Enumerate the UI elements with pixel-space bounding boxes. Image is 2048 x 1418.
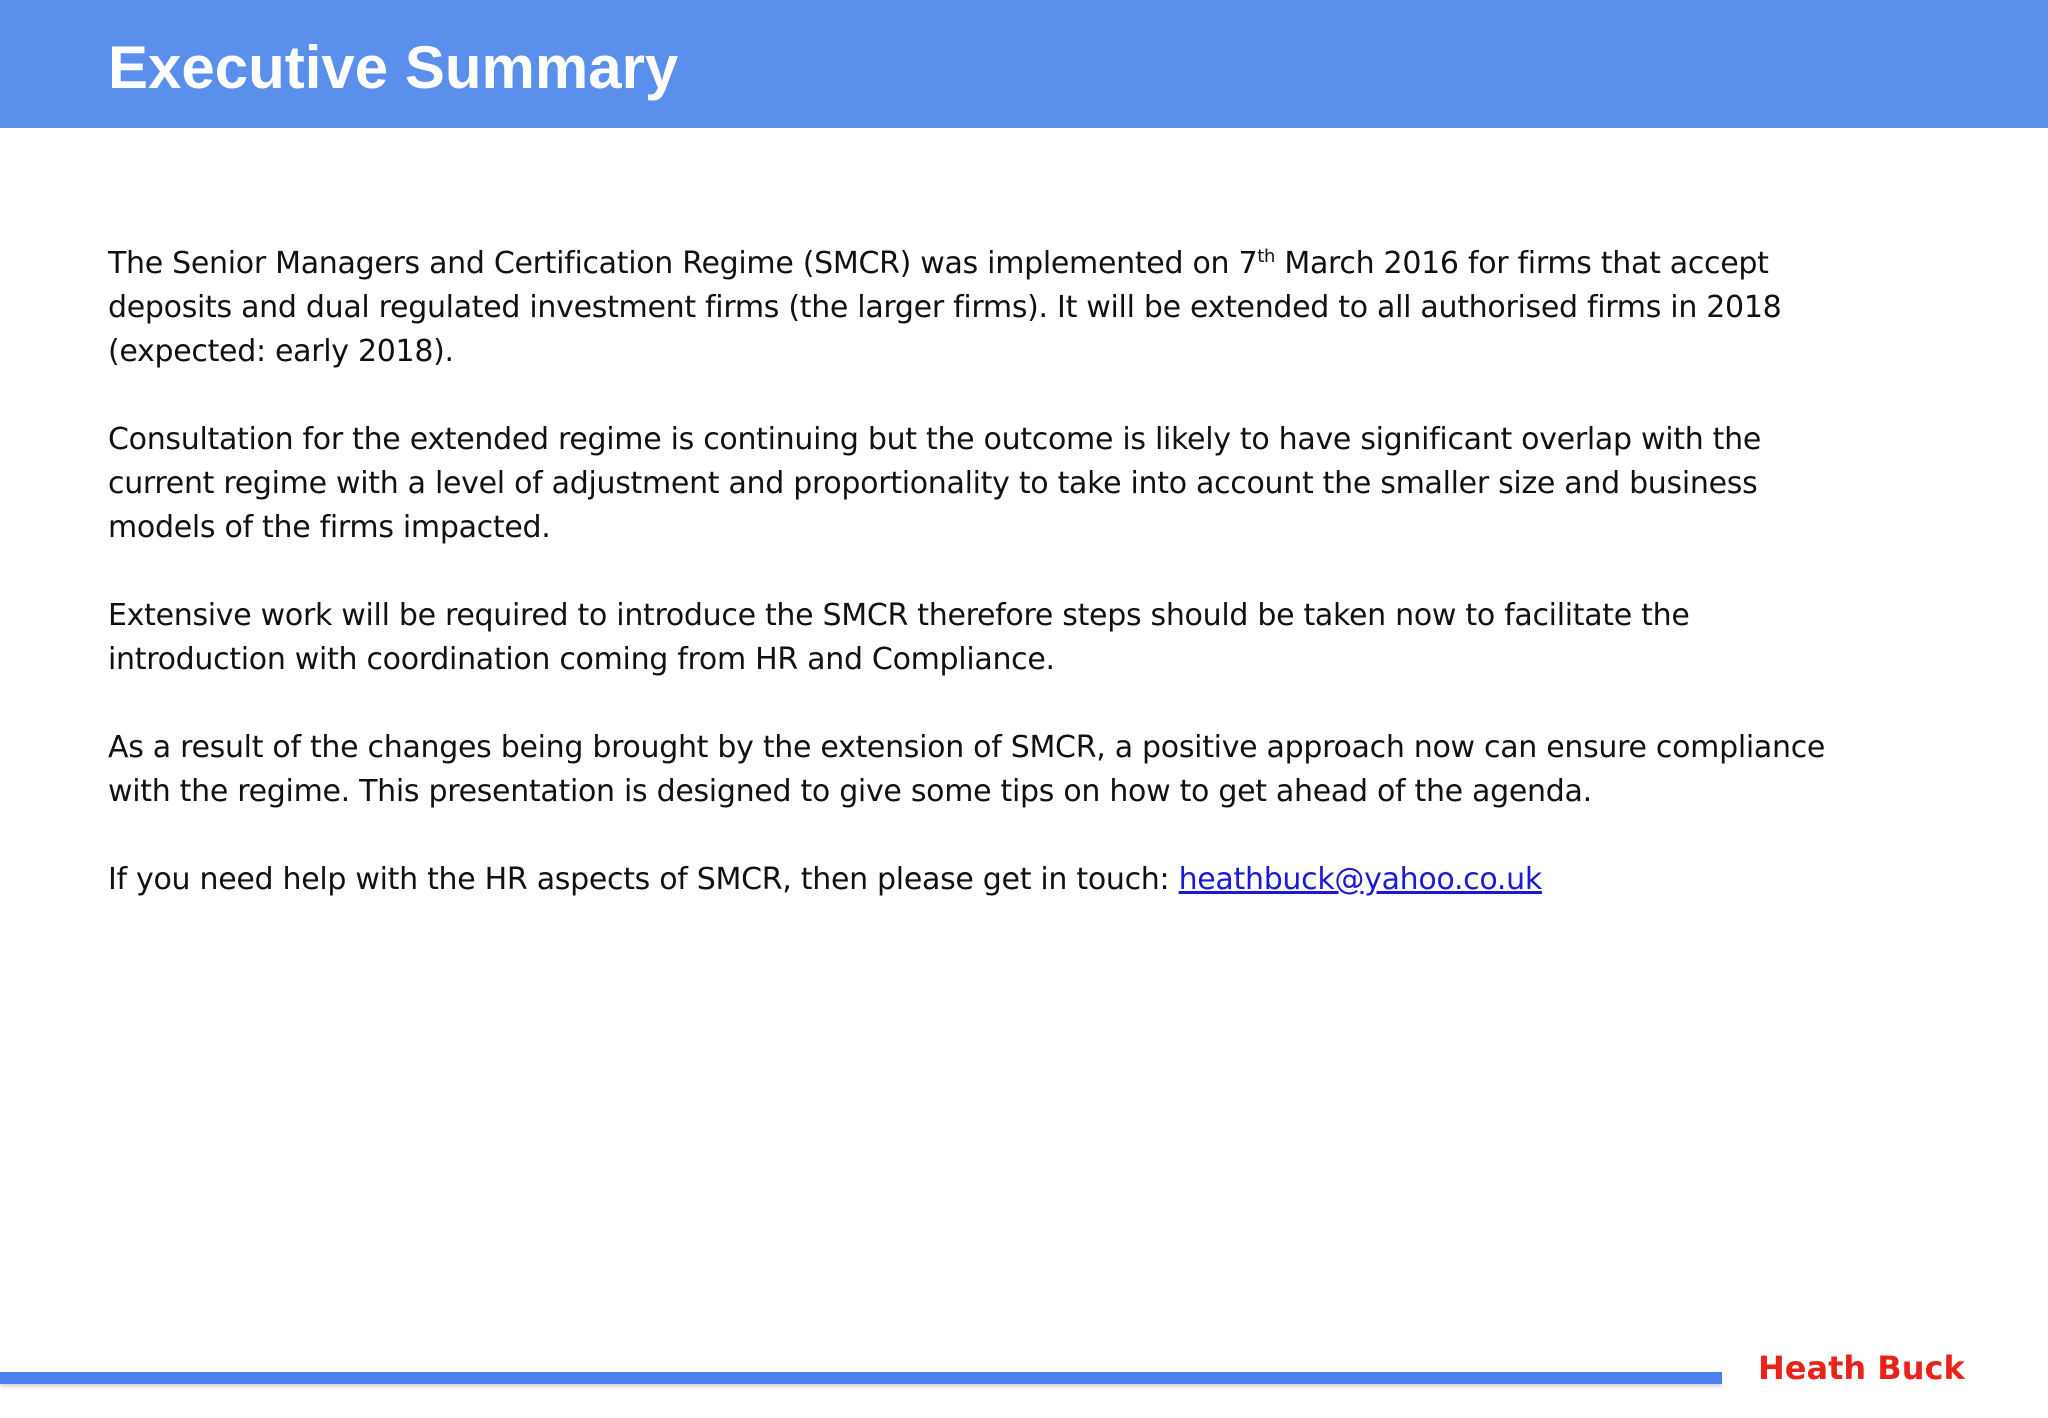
paragraph-1-text-end: March 2016 for firms that accept deposits and dual regulated investment firms (the larger firms). It will be extended to all authorised firms in 2018 (expected: early 2018). [108, 246, 1782, 369]
summary-body [108, 242, 1868, 946]
email-link[interactable]: heathbuck@yahoo.co.uk [1178, 862, 1542, 897]
ordinal-suffix: th [1257, 246, 1276, 267]
header-bar [0, 0, 2048, 128]
paragraph-contact [108, 858, 1868, 902]
paragraph-consultation: Consultation for the extended regime is continuing but the outcome is likely to have significant overlap with the current regime with a level of adjustment and proportionality to take into account the smaller size and business models of the firms impacted. [108, 422, 1761, 545]
contact-text: If you need help with the HR aspects of SMCR, then please get in touch: [108, 862, 1179, 897]
page-title: Executive Summary [108, 34, 679, 101]
paragraph-smcr-implementation [108, 242, 1868, 374]
footer-divider [0, 1372, 1722, 1384]
paragraph-positive-approach: As a result of the changes being brought by the extension of SMCR, a positive approach now can ensure compliance with the regime. This presentation is designed to give some tips on how to get ahead of the agenda. [108, 730, 1826, 809]
footer-author: Heath Buck [1758, 1349, 1965, 1387]
paragraph-1-text-start: The Senior Managers and Certification Regime (SMCR) was implemented on 7 [108, 246, 1258, 281]
paragraph-extensive-work: Extensive work will be required to introduce the SMCR therefore steps should be taken now to facilitate the introduction with coordination coming from HR and Compliance. [108, 598, 1690, 677]
